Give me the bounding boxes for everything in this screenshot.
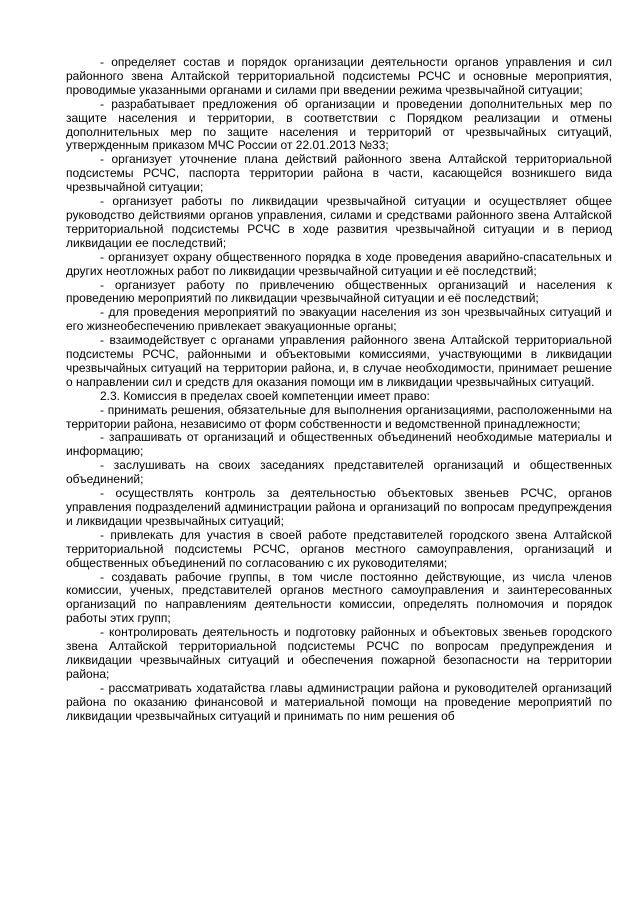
paragraph: - рассматривать ходатайства главы администрации района и руководителей организаций района по оказанию финансовой и материальной помощи на проведение мероприятий по ликвидации чрезвычайных ситуаций и принимать по ним решения об xyxy=(66,680,612,723)
paragraph: - заслушивать на своих заседаниях представителей организаций и общественных объединений; xyxy=(66,458,612,487)
paragraph: - организует охрану общественного порядка в ходе проведения аварийно-спасательных и других неотложных работ по ликвидации чрезвычайной ситуации и её последствий; xyxy=(66,249,612,278)
paragraph: - организует уточнение плана действий районного звена Алтайской территориальной подсистемы РСЧС, паспорта территории района в части, касающейся возникшего вида чрезвычайной ситуации; xyxy=(66,152,612,195)
paragraph: - принимать решения, обязательные для выполнения организациями, расположенными на территории района, независимо от форм собственности и ведомственной принадлежности; xyxy=(66,402,612,431)
section-heading: 2.3. Комиссия в пределах своей компетенции имеет право: xyxy=(100,388,430,403)
paragraph: - организует работы по ликвидации чрезвычайной ситуации и осуществляет общее руководство действиями органов управления, силами и средствами районного звена Алтайской территориальной подсистемы РСЧС в ходе развития чрезвычайной ситуации и в период ликвидации ее последствий; xyxy=(66,194,612,250)
paragraph: - взаимодействует с органами управления районного звена Алтайской территориальной подсистемы РСЧС, районными и объектовыми комиссиями, участвующими в ликвидации чрезвычайных ситуаций на территории района, и, в случае необходимости, принимает решение о направлении сил и средств для оказания помощи им в ликвидации чрезвычайных ситуаций. xyxy=(66,333,612,389)
paragraph: - организует работу по привлечению общественных организаций и населения к проведению мероприятий по ликвидации чрезвычайной ситуации и её последствий; xyxy=(66,277,612,306)
document-page xyxy=(66,56,612,724)
paragraph: - привлекать для участия в своей работе представителей городского звена Алтайской территориальной подсистемы РСЧС, органов местного самоуправления, организаций и общественных объединений по согласованию с их руководителями; xyxy=(66,527,612,570)
paragraph: - запрашивать от организаций и общественных объединений необходимые материалы и информацию; xyxy=(66,430,612,459)
paragraph: - определяет состав и порядок организации деятельности органов управления и сил районного звена Алтайской территориальной подсистемы РСЧС и основные мероприятия, проводимые указанными органами и силами при введении режима чрезвычайной ситуации; xyxy=(66,55,612,97)
paragraph: - для проведения мероприятий по эвакуации населения из зон чрезвычайных ситуаций и его жизнеобеспечению привлекает эвакуационные органы; xyxy=(66,305,612,334)
paragraph: - создавать рабочие группы, в том числе постоянно действующие, из числа членов комиссии, ученых, представителей органов местного самоуправления и заинтересованных организаций по направлениям деятельности комиссии, определять полномочия и порядок работы этих групп; xyxy=(66,569,612,626)
paragraph: - осуществлять контроль за деятельностью объектовых звеньев РСЧС, органов управления подразделений администрации района и организаций по вопросам предупреждения и ликвидации чрезвычайных ситуаций; xyxy=(66,486,612,528)
paragraph: - разрабатывает предложения об организации и проведении дополнительных мер по защите населения и территории, в соответствии с Порядком реализации и отмены дополнительных мер по защите населения и территорий от чрезвычайных ситуаций, утвержденным приказом МЧС России от 22.01.2013 №33; xyxy=(66,96,612,153)
paragraph: - контролировать деятельность и подготовку районных и объектовых звеньев городского звена Алтайской территориальной подсистемы РСЧС по вопросам предупреждения и ликвидации чрезвычайных ситуаций и обеспечения пожарной безопасности на территории района; xyxy=(66,625,612,681)
